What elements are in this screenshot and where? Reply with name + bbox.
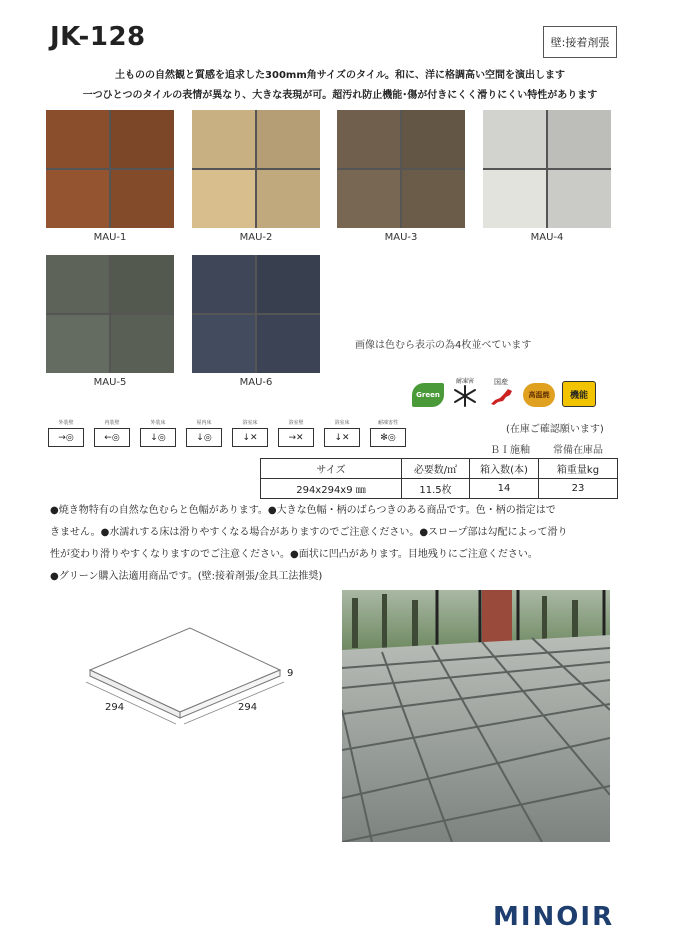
usage-suitability-icon: ↓✕	[324, 428, 360, 447]
usage-suitability-icon: ↓◎	[186, 428, 222, 447]
swatch-tile-quadrant	[111, 110, 174, 168]
product-code-title: JK-128	[50, 22, 146, 52]
image-note: 画像は色むら表示の為4枚並べています	[355, 340, 532, 351]
usage-icon-row	[47, 419, 407, 447]
swatch-tile-quadrant	[111, 255, 174, 313]
usage-suitability-icon: ↓✕	[232, 428, 268, 447]
dim-width-label: 294	[105, 702, 125, 713]
usage-label: 屋内床	[196, 420, 212, 426]
dim-depth-label: 294	[238, 702, 258, 713]
cell-required: 11.5枚	[402, 479, 470, 499]
col-size: サイズ	[261, 459, 402, 479]
swatch-caption: MAU-6	[239, 377, 273, 388]
installation-badge: 壁:接着剤張	[543, 26, 617, 58]
swatch-tile-quadrant	[257, 170, 320, 228]
certification-logos	[412, 376, 596, 407]
col-pieces: 箱入数(本)	[470, 459, 539, 479]
logo-label-hightemp: 高温焼	[528, 391, 550, 399]
swatch-caption: MAU-4	[530, 232, 564, 243]
usage-label: 浴室壁	[288, 420, 304, 426]
usage-label: 浴室床	[242, 420, 258, 426]
caution-line-1: ●焼き物特有の自然な色むらと色幅があります。●大きな色幅・柄のばらつきのある商品です。色・柄の指定はで	[50, 505, 556, 516]
swatch-caption: MAU-3	[384, 232, 418, 243]
caution-line-4: ●グリーン購入法適用商品です。(壁:接着剤張/金具工法推奨)	[50, 571, 323, 582]
japan-map-icon	[486, 387, 516, 407]
usage-suitability-icon: →✕	[278, 428, 314, 447]
swatch-caption: MAU-2	[239, 232, 273, 243]
stock-note: (在庫ご確認願います)	[506, 424, 604, 435]
swatch-tile-quadrant	[46, 255, 109, 313]
swatch-tile-quadrant	[548, 110, 611, 168]
usage-label: 外装壁	[58, 420, 74, 426]
dim-thickness-label: 9	[287, 668, 294, 679]
functional-tile-icon	[562, 381, 596, 407]
glaze-label: ＢＩ施釉	[490, 445, 530, 456]
usage-suitability-icon: ✻◎	[370, 428, 406, 447]
installation-photo	[342, 590, 610, 842]
swatch-caption: MAU-5	[93, 377, 127, 388]
spec-data-row	[261, 479, 618, 499]
swatch-caption: MAU-1	[93, 232, 127, 243]
spec-header-row	[261, 459, 618, 479]
swatch-tile-quadrant	[192, 255, 255, 313]
swatch-tile-quadrant	[257, 315, 320, 373]
intro-line-2: 一つひとつのタイルの表情が異なり、大きな表現が可。超汚れ防止機能･傷が付きにくく滑りにくい特性があります	[82, 90, 598, 101]
usage-suitability-icon: →◎	[48, 428, 84, 447]
swatch-tile-quadrant	[46, 315, 109, 373]
intro-line-1: 土ものの自然観と質感を追求した300mm角サイズのタイル。和に、洋に格調高い空間を演出します	[115, 70, 565, 81]
swatch-tile-quadrant	[483, 110, 546, 168]
caution-line-3: 性が変わり滑りやすくなりますのでご注意ください。●面状に凹凸があります。目地残りにご注意ください。	[50, 549, 538, 560]
frost-logo	[451, 376, 479, 407]
stock-label: 常備在庫品	[553, 445, 603, 456]
swatch-mau-1	[46, 110, 174, 228]
logo-label-domestic: 国産	[494, 378, 508, 386]
usage-label: 浴室床	[334, 420, 350, 426]
usage-suitability-icon: ←◎	[94, 428, 130, 447]
usage-item	[139, 419, 177, 447]
swatch-mau-5	[46, 255, 174, 373]
swatch-tile-quadrant	[111, 315, 174, 373]
usage-item	[369, 419, 407, 447]
caution-notes	[50, 500, 635, 588]
domestic-logo	[486, 377, 516, 407]
swatch-tile-quadrant	[402, 110, 465, 168]
swatch-mau-4	[483, 110, 611, 228]
usage-item	[277, 419, 315, 447]
swatch-tile-quadrant	[257, 255, 320, 313]
usage-item	[93, 419, 131, 447]
swatch-tile-quadrant	[192, 315, 255, 373]
swatch-tile-quadrant	[192, 170, 255, 228]
tile-dimension-drawing	[80, 620, 310, 740]
usage-label: 外装床	[150, 420, 166, 426]
swatch-tile-quadrant	[46, 170, 109, 228]
swatch-tile-quadrant	[402, 170, 465, 228]
caution-line-2: きません。●水濡れする床は滑りやすくなる場合がありますのでご注意ください。●スロープ部は勾配によって滑り	[50, 527, 568, 538]
green-purchase-leaf-icon	[412, 383, 444, 407]
swatch-mau-6	[192, 255, 320, 373]
cell-size: 294x294x9 ㎜	[261, 479, 402, 499]
usage-item	[231, 419, 269, 447]
usage-label: 内装壁	[104, 420, 120, 426]
logo-label-functional: 機能	[569, 390, 588, 401]
cell-weight: 23	[539, 479, 618, 499]
high-temp-fired-icon	[523, 383, 555, 407]
usage-label: 耐凍害性	[377, 420, 398, 426]
col-required: 必要数/㎡	[402, 459, 470, 479]
swatch-mau-3	[337, 110, 465, 228]
usage-item	[323, 419, 361, 447]
snowflake-icon	[451, 385, 479, 407]
swatch-tile-quadrant	[483, 170, 546, 228]
spec-table	[260, 458, 618, 499]
swatch-tile-quadrant	[46, 110, 109, 168]
logo-label-frost: 耐凍害	[455, 378, 474, 385]
swatch-tile-quadrant	[192, 110, 255, 168]
swatch-tile-quadrant	[337, 170, 400, 228]
col-weight: 箱重量kg	[539, 459, 618, 479]
cell-pieces: 14	[470, 479, 539, 499]
logo-label-green: Green	[416, 391, 440, 399]
usage-suitability-icon: ↓◎	[140, 428, 176, 447]
swatch-tile-quadrant	[111, 170, 174, 228]
swatch-mau-2	[192, 110, 320, 228]
usage-item	[47, 419, 85, 447]
swatch-tile-quadrant	[257, 110, 320, 168]
brand-logo: MINOIR	[493, 902, 615, 932]
usage-item	[185, 419, 223, 447]
swatch-tile-quadrant	[337, 110, 400, 168]
swatch-tile-quadrant	[548, 170, 611, 228]
